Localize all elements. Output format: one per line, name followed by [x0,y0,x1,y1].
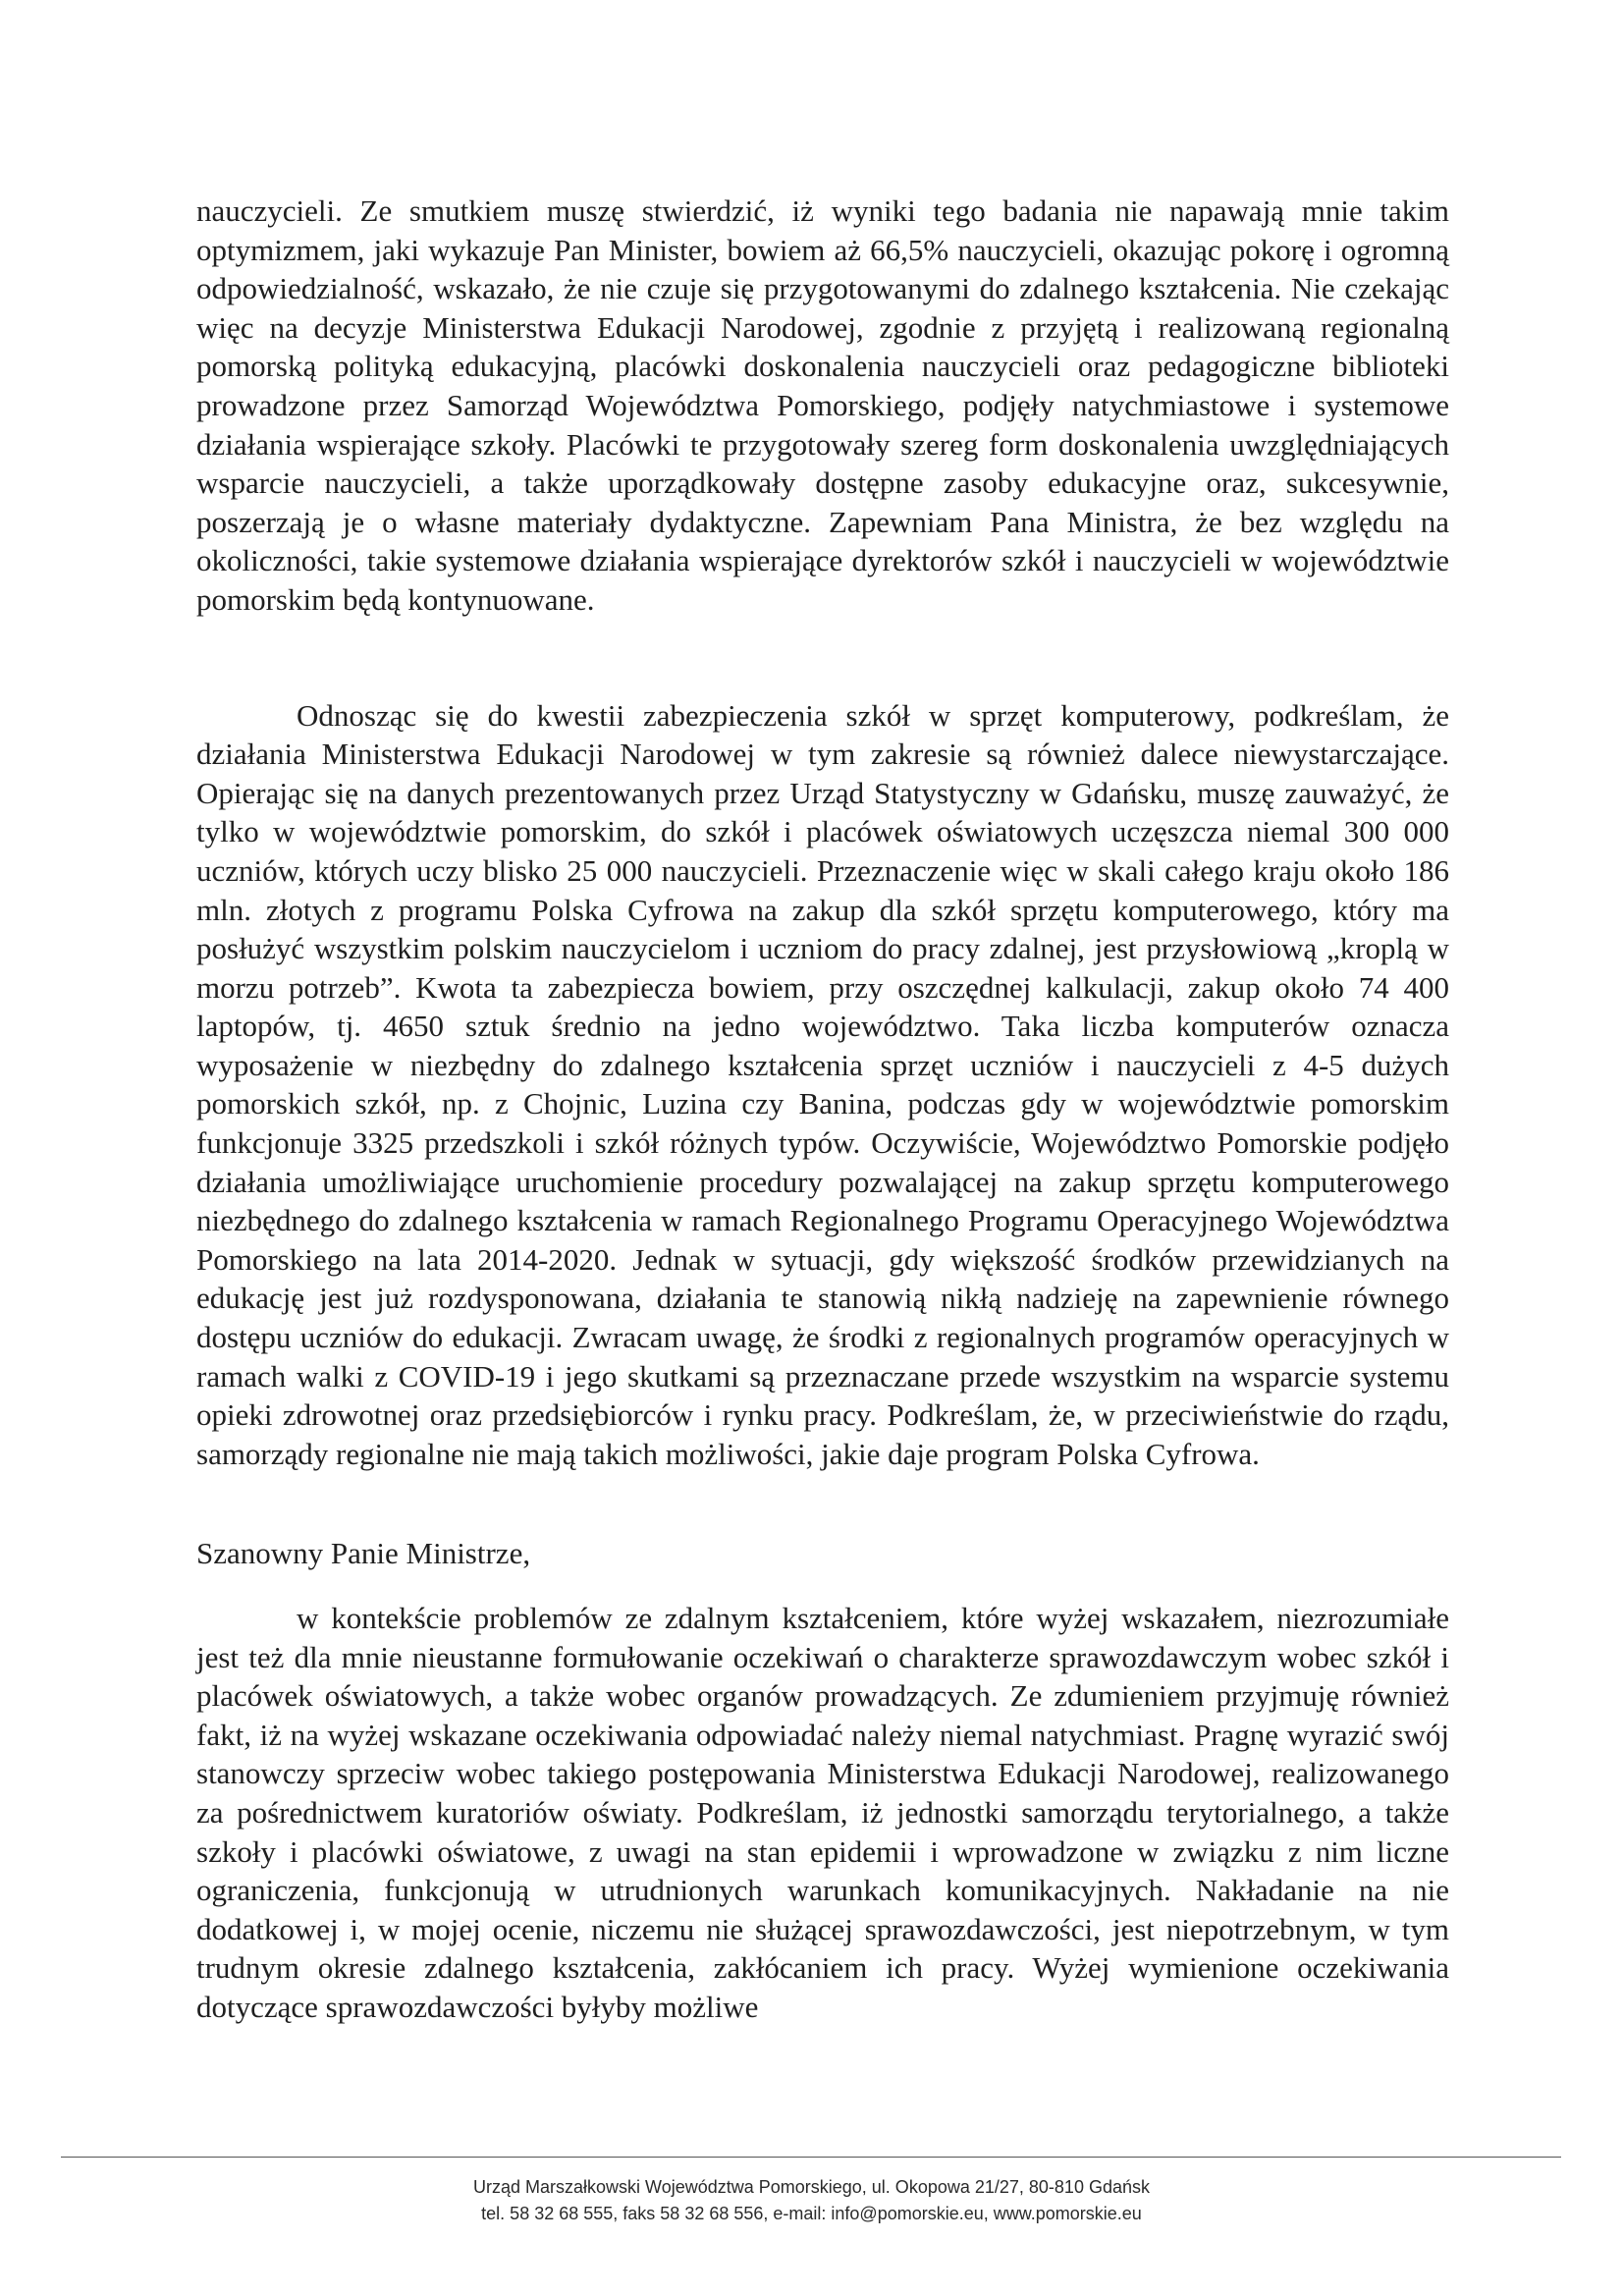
footer-contact: tel. 58 32 68 555, faks 58 32 68 556, e-mail: info@pomorskie.eu, www.pomorskie.eu [481,2204,1142,2223]
footer-address: Urząd Marszałkowski Województwa Pomorskiego, ul. Okopowa 21/27, 80-810 Gdańsk [473,2177,1150,2197]
paragraph-spacer [196,620,1449,696]
paragraph-2: Odnosząc się do kwestii zabezpieczenia szkół w sprzęt komputerowy, podkreślam, że działania Ministerstwa Edukacji Narodowej w tym zakresie są również dalece niewystarczające. Opierając się na danych prezentowanych przez Urząd Statystyczny w Gdańsku, muszę zauważyć, że tylko w województwie pomorskim, do szkół i placówek oświatowych uczęszcza niemal 300 000 uczniów, których uczy blisko 25 000 nauczycieli. Przeznaczenie więc w skali całego kraju około 186 mln. złotych z programu Polska Cyfrowa na zakup dla szkół sprzętu komputerowego, który ma posłużyć wszystkim polskim nauczycielom i uczniom do pracy zdalnej, jest przysłowiową „kroplą w morzu potrzeb”. Kwota ta zabezpiecza bowiem, przy oszczędnej kalkulacji, zakup około 74 400 laptopów, tj. 4650 sztuk średnio na jedno województwo. Taka liczba komputerów oznacza wyposażenie w niezbędny do zdalnego kształcenia sprzęt uczniów i nauczycieli z 4-5 dużych pomorskich szkół, np. z Chojnic, Luzina czy Banina, podczas gdy w województwie pomorskim funkcjonuje 3325 przedszkoli i szkół różnych typów. Oczywiście, Województwo Pomorskie podjęło działania umożliwiające uruchomienie procedury pozwalającej na zakup sprzętu komputerowego niezbędnego do zdalnego kształcenia w ramach Regionalnego Programu Operacyjnego Województwa Pomorskiego na lata 2014-2020. Jednak w sytuacji, gdy większość środków przewidzianych na edukację jest już rozdysponowana, działania te stanowią nikłą nadzieję na zapewnienie równego dostępu uczniów do edukacji. Zwracam uwagę, że środki z regionalnych programów operacyjnych w ramach walki z COVID-19 i jego skutkami są przeznaczane przede wszystkim na wsparcie systemu opieki zdrowotnej oraz przedsiębiorców i rynku pracy. Podkreślam, że, w przeciwieństwie do rządu, samorządy regionalne nie mają takich możliwości, jakie daje program Polska Cyfrowa. [196,697,1449,1471]
paragraph-spacer [196,1573,1449,1599]
paragraph-3: w kontekście problemów ze zdalnym kształceniem, które wyżej wskazałem, niezrozumiałe jest też dla mnie nieustanne formułowanie oczekiwań o charakterze sprawozdawczym wobec szkół i placówek oświatowych, a także wobec organów prowadzących. Ze zdumieniem przyjmuję również fakt, iż na wyżej wskazane oczekiwania odpowiadać należy niemal natychmiast. Pragnę wyrazić swój stanowczy sprzeciw wobec takiego postępowania Ministerstwa Edukacji Narodowej, realizowanego za pośrednictwem kuratoriów oświaty. Podkreślam, iż jednostki samorządu terytorialnego, a także szkoły i placówki oświatowe, z uwagi na stan epidemii i wprowadzone w związku z nim liczne ograniczenia, funkcjonują w utrudnionych warunkach komunikacyjnych. Nakładanie na nie dodatkowej i, w mojej ocenie, niczemu nie służącej sprawozdawczości, jest niepotrzebnym, w tym trudnym okresie zdalnego kształcenia, zakłócaniem ich pracy. Wyżej wymienione oczekiwania dotyczące sprawozdawczości byłyby możliwe [196,1601,1449,2024]
footer-divider [61,2157,1561,2158]
paragraph-spacer [196,1473,1449,1534]
salutation: Szanowny Panie Ministrze, [196,1536,531,1571]
letterhead-footer [0,2174,1623,2227]
letter-body [196,191,1449,2027]
paragraph-1: nauczycieli. Ze smutkiem muszę stwierdzić, iż wyniki tego badania nie napawają mnie takim optymizmem, jaki wykazuje Pan Minister, bowiem aż 66,5% nauczycieli, okazując pokorę i ogromną odpowiedzialność, wskazało, że nie czuje się przygotowanymi do zdalnego kształcenia. Nie czekając więc na decyzje Ministerstwa Edukacji Narodowej, zgodnie z przyjętą i realizowaną regionalną pomorską polityką edukacyjną, placówki doskonalenia nauczycieli oraz pedagogiczne biblioteki prowadzone przez Samorząd Województwa Pomorskiego, podjęły natychmiastowe i systemowe działania wspierające szkoły. Placówki te przygotowały szereg form doskonalenia uwzględniających wsparcie nauczycieli, a także uporządkowały dostępne zasoby edukacyjne oraz, sukcesywnie, poszerzają je o własne materiały dydaktyczne. Zapewniam Pana Ministra, że bez względu na okoliczności, takie systemowe działania wspierające dyrektorów szkół i nauczycieli w województwie pomorskim będą kontynuowane. [196,193,1449,617]
